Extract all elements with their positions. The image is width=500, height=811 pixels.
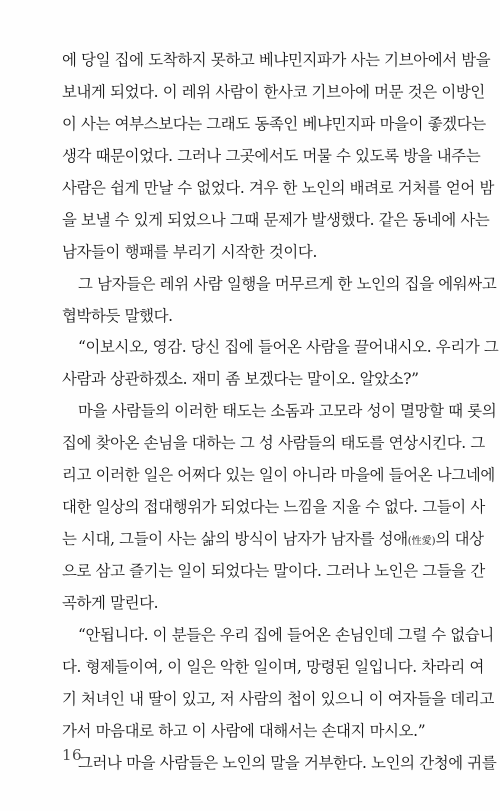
- text-line: 생각 때문이었다. 그러나 그곳에서도 머물 수 있도록 방을 내주는: [62, 146, 481, 165]
- text-line: 에 당일 집에 도착하지 못하고 베냐민지파가 사는 기브아에서 밤을: [62, 51, 491, 69]
- text-line: 집에 찾아온 손님을 대하는 그 성 사람들의 태도를 연상시킨다. 그: [62, 434, 485, 453]
- text-line: 으로 삼고 즐기는 일이 되었다는 말이다. 그러나 노인은 그들을 간: [62, 562, 485, 580]
- text-line: 리고 이러한 일은 어쩌다 있는 일이 아니라 마을에 들어온 나그네에: [62, 466, 495, 485]
- text-line: 보내게 되었다. 이 레위 사람이 한사코 기브아에 머문 것은 이방인: [62, 82, 485, 101]
- text-line: 대한 일상의 접대행위가 되었다는 느낌을 지울 수 없다. 그들이 사: [62, 498, 485, 517]
- paragraph-start-line: “이보시오, 영감. 당신 집에 들어온 사람을 끌어내시오. 우리가 그: [78, 338, 499, 357]
- body-text: [62, 45, 499, 780]
- text-line: 을 보낼 수 있게 되었으나 그때 문제가 발생했다. 같은 동네에 사는: [62, 210, 490, 229]
- text-line: 이 사는 여부스보다는 그래도 동족인 베냐민지파 마을이 좋겠다는: [62, 114, 486, 133]
- text-line: 사람은 쉽게 만날 수 없었다. 겨우 한 노인의 배려로 거처를 얻어 밤: [62, 178, 494, 197]
- text-line: 협박하듯 말했다.: [62, 306, 173, 325]
- text-line: 다. 형제들이여, 이 일은 악한 일이며, 망령된 일입니다. 차라리 여: [62, 657, 484, 676]
- text-line: 가서 마음대로 하고 이 사람에 대해서는 손대지 마시오.”: [62, 721, 426, 740]
- hanja-annotation: (性愛): [407, 536, 436, 548]
- paragraph-start-line: 마을 사람들의 이러한 태도는 소돔과 고모라 성이 멸망할 때 롯의: [78, 402, 497, 421]
- text-segment: 는 시대, 그들이 사는 삶의 방식이 남자가 남자를 성애: [62, 530, 408, 549]
- page-number: 16: [62, 746, 83, 764]
- text-segment: 의 대상: [435, 530, 484, 549]
- text-line: 곡하게 말린다.: [62, 593, 159, 612]
- paragraph-start-line: 그 남자들은 레위 사람 일행을 머무르게 한 노인의 집을 에워싸고: [78, 274, 497, 293]
- text-line: [62, 524, 484, 556]
- paragraph-start-line: 그러나 마을 사람들은 노인의 말을 거부한다. 노인의 간청에 귀를: [78, 753, 497, 772]
- paragraph-start-line: “안됩니다. 이 분들은 우리 집에 들어온 손님인데 그럴 수 없습니: [78, 625, 494, 644]
- text-line: 사람과 상관하겠소. 재미 좀 보겠다는 말이오. 알았소?”: [62, 370, 419, 389]
- text-line: 기 처녀인 내 딸이 있고, 저 사람의 첩이 있으니 이 여자들을 데리고: [62, 689, 494, 708]
- text-line: 남자들이 행패를 부리기 시작한 것이다.: [62, 242, 317, 261]
